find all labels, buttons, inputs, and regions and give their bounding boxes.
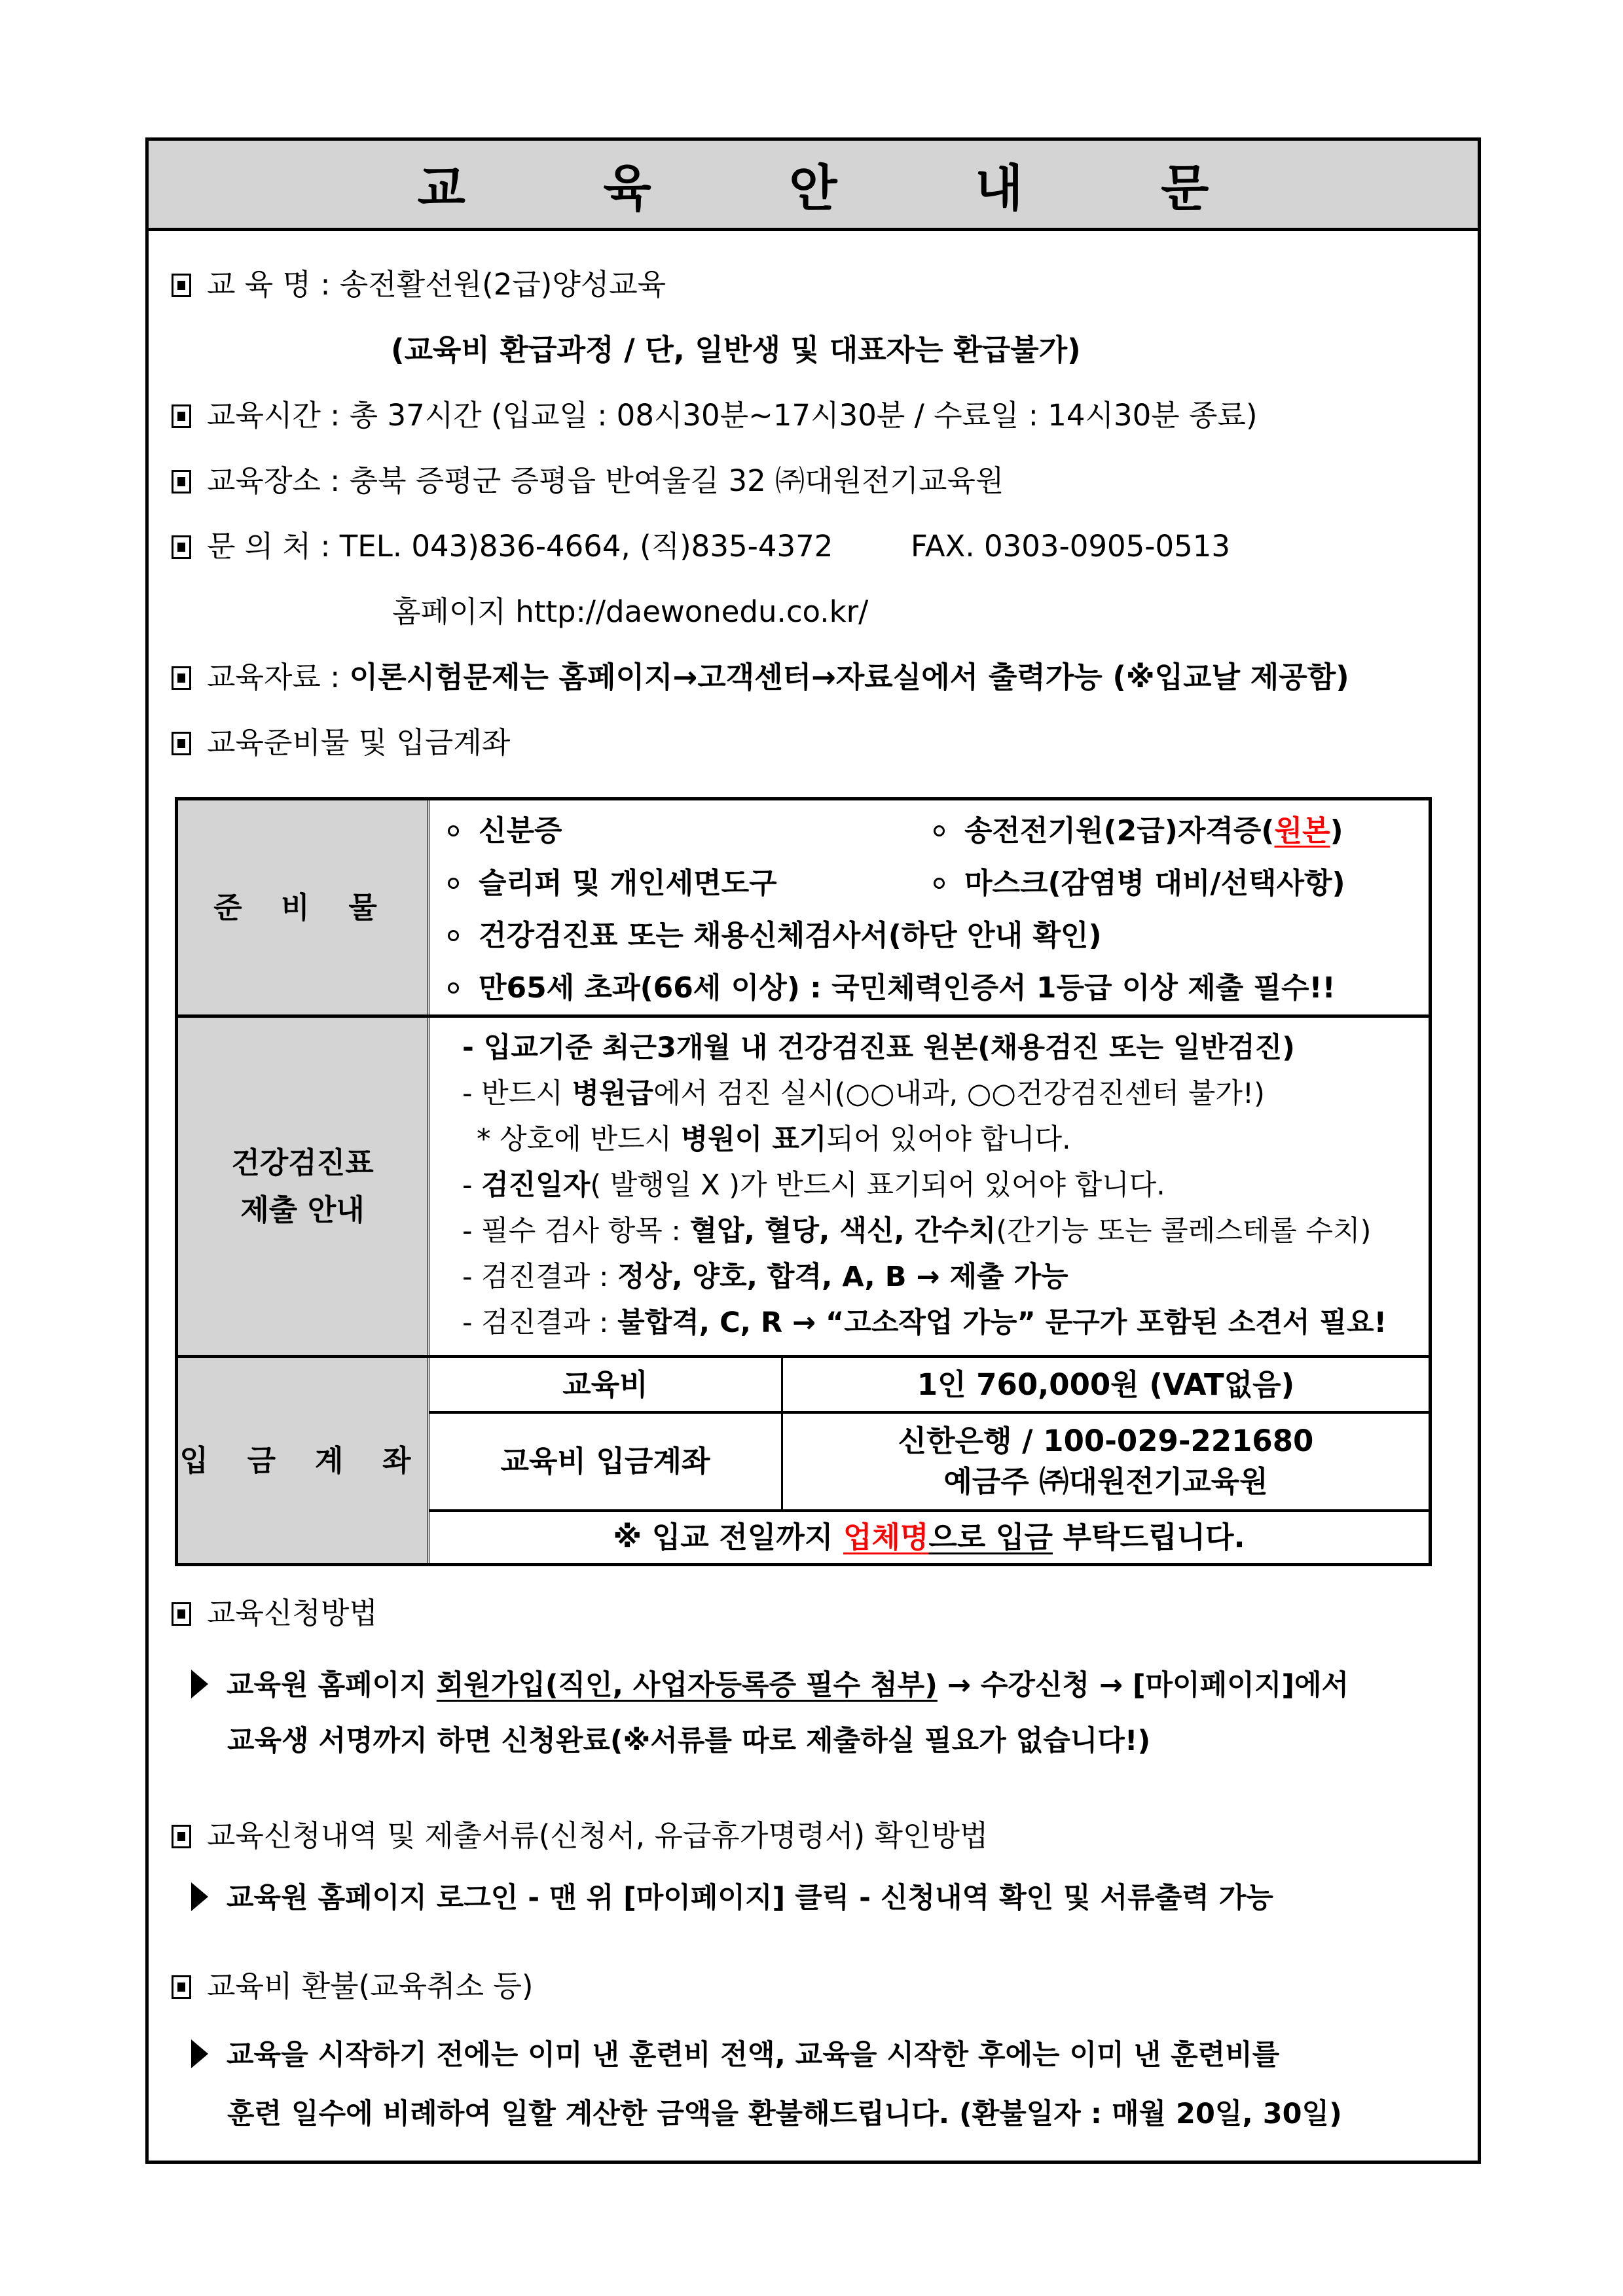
health-content-cell — [429, 1018, 1429, 1355]
homepage-label: 홈페이지 — [392, 594, 506, 629]
prep-item: 신분증 — [448, 807, 562, 849]
refund-note: (교육비 환급과정 / 단, 일반생 및 대표자는 환급불가) — [391, 332, 1081, 367]
refund-heading-row — [172, 1967, 533, 2006]
contact-tel: TEL. 043)836-4664, (직)835-4372 — [339, 529, 833, 564]
time-label: 교육시간 : — [207, 398, 340, 433]
place-label: 교육장소 : — [207, 463, 340, 498]
account-value-cell — [783, 1414, 1429, 1512]
apply-heading-row — [172, 1594, 378, 1633]
prep-row — [178, 800, 1429, 1018]
prep-header: 준 비 물 — [213, 889, 392, 925]
circle-bullet-icon — [448, 982, 459, 994]
fee-value: 1인 760,000원 (VAT없음) — [917, 1367, 1295, 1402]
check-heading-row — [172, 1816, 988, 1856]
refund-line2: 훈련 일수에 비례하여 일할 계산한 금액을 환불해드립니다. (환불일자 : 매월 20일, 30일) — [227, 2098, 1342, 2130]
health-header-line1: 건강검진표 — [231, 1145, 374, 1180]
prep-header-cell — [178, 800, 429, 1014]
health-line: - 검진결과 : 정상, 양호, 합격, A, B → 제출 가능 — [462, 1261, 1068, 1293]
account-number: 신한은행 / 100-029-221680 — [898, 1424, 1314, 1458]
title-band — [149, 141, 1478, 231]
refund-heading: 교육비 환불(교육취소 등) — [207, 1969, 534, 2003]
apply-step-line1: 교육원 홈페이지 회원가입(직인, 사업자등록증 필수 첨부) → 수강신청 → [마이페이지]에서 — [191, 1666, 1349, 1705]
check-heading: 교육신청내역 및 제출서류(신청서, 유급휴가명령서) 확인방법 — [207, 1818, 989, 1853]
health-row — [178, 1018, 1429, 1358]
payment-header-cell — [178, 1358, 429, 1563]
prep-heading-row — [172, 723, 510, 762]
prep-item: 슬리퍼 및 개인세면도구 — [448, 859, 777, 901]
health-header-cell — [178, 1018, 429, 1355]
payment-header: 입 금 계 좌 — [179, 1443, 426, 1478]
payment-notice: ※ 입교 전일까지 업체명으로 입금 부탁드립니다. — [613, 1520, 1245, 1554]
square-bullet-icon — [172, 404, 191, 428]
account-label: 교육비 입금계좌 — [500, 1444, 710, 1479]
health-line: - 검진결과 : 불합격, C, R → “고소작업 가능” 문구가 포함된 소견서 필요! — [462, 1306, 1387, 1339]
health-line: - 검진일자( 발행일 X )가 반드시 표기되어 있어야 합니다. — [462, 1169, 1165, 1202]
prep-item: 만65세 초과(66세 이상) : 국민체력인증서 1등급 이상 제출 필수!! — [448, 964, 1336, 1006]
account-label-cell — [429, 1414, 783, 1512]
homepage-row — [392, 592, 868, 632]
payment-notice-cell — [429, 1512, 1429, 1563]
prep-item: 송전전기원(2급)자격증(원본) — [934, 807, 1343, 849]
triangle-bullet-icon — [191, 2039, 208, 2068]
page-title: 교 육 안 내 문 — [417, 159, 1269, 217]
account-holder: 예금주 ㈜대원전기교육원 — [943, 1464, 1268, 1499]
prep-item: 마스크(감염병 대비/선택사항) — [934, 859, 1345, 901]
place-row — [172, 461, 1004, 501]
payment-row — [178, 1358, 1429, 1563]
health-line: - 반드시 병원급에서 검진 실시(○○내과, ○○건강검진센터 불가!) — [462, 1077, 1265, 1110]
triangle-bullet-icon — [191, 1670, 208, 1698]
fee-value-cell — [783, 1358, 1429, 1414]
refund-line1: 교육을 시작하기 전에는 이미 낸 훈련비 전액, 교육을 시작한 후에는 이미 낸 훈련비를 — [191, 2036, 1279, 2075]
prep-payment-table — [175, 797, 1432, 1566]
square-bullet-icon — [172, 535, 191, 559]
time-value: 총 37시간 (입교일 : 08시30분~17시30분 / 수료일 : 14시30분 종료) — [349, 398, 1258, 433]
square-bullet-icon — [172, 732, 191, 755]
square-bullet-icon — [172, 1825, 191, 1848]
square-bullet-icon — [172, 274, 191, 297]
materials-value: 이론시험문제는 홈페이지→고객센터→자료실에서 출력가능 (※입교날 제공함) — [349, 660, 1349, 694]
circle-bullet-icon — [448, 825, 459, 836]
square-bullet-icon — [172, 1975, 191, 1999]
contact-fax: FAX. 0303-0905-0513 — [910, 529, 1230, 564]
notice-document — [145, 137, 1481, 2164]
prep-item: 건강검진표 또는 채용신체검사서(하단 안내 확인) — [448, 912, 1102, 954]
triangle-bullet-icon — [191, 1882, 208, 1911]
health-header-line2: 제출 안내 — [240, 1192, 365, 1227]
apply-heading: 교육신청방법 — [207, 1596, 378, 1630]
health-line: - 입교기준 최근3개월 내 건강검진표 원본(채용검진 또는 일반검진) — [462, 1031, 1295, 1064]
course-name-row — [172, 265, 666, 304]
health-line: * 상호에 반드시 병원이 표기되어 있어야 합니다. — [477, 1123, 1071, 1156]
circle-bullet-icon — [934, 825, 945, 836]
circle-bullet-icon — [448, 878, 459, 889]
health-line: - 필수 검사 항목 : 혈압, 혈당, 색신, 간수치(간기능 또는 콜레스테롤 수치) — [462, 1215, 1372, 1247]
fee-label: 교육비 — [562, 1367, 648, 1402]
homepage-link[interactable]: http://daewonedu.co.kr/ — [515, 594, 869, 629]
circle-bullet-icon — [934, 878, 945, 889]
square-bullet-icon — [172, 666, 191, 690]
prep-content-cell — [429, 800, 1429, 1014]
payment-content-cell — [429, 1358, 1429, 1563]
contact-row — [172, 527, 1230, 566]
materials-label: 교육자료 : — [207, 660, 340, 694]
time-row — [172, 396, 1258, 435]
apply-step-line2: 교육생 서명까지 하면 신청완료(※서류를 따로 제출하실 필요가 없습니다!) — [227, 1725, 1151, 1757]
circle-bullet-icon — [448, 930, 459, 941]
contact-label: 문 의 처 : — [207, 529, 331, 564]
prep-heading: 교육준비물 및 입금계좌 — [207, 725, 511, 760]
original-highlight: 원본 — [1274, 814, 1330, 848]
place-value: 충북 증평군 증평읍 반여울길 32 ㈜대원전기교육원 — [349, 463, 1004, 498]
course-name-label: 교 육 명 : — [207, 267, 331, 302]
course-name-value: 송전활선원(2급)양성교육 — [339, 267, 666, 302]
square-bullet-icon — [172, 1602, 191, 1626]
square-bullet-icon — [172, 470, 191, 493]
materials-row — [172, 658, 1349, 697]
fee-label-cell — [429, 1358, 783, 1414]
check-step-line1: 교육원 홈페이지 로그인 - 맨 위 [마이페이지] 클릭 - 신청내역 확인 및 서류출력 가능 — [191, 1878, 1273, 1918]
